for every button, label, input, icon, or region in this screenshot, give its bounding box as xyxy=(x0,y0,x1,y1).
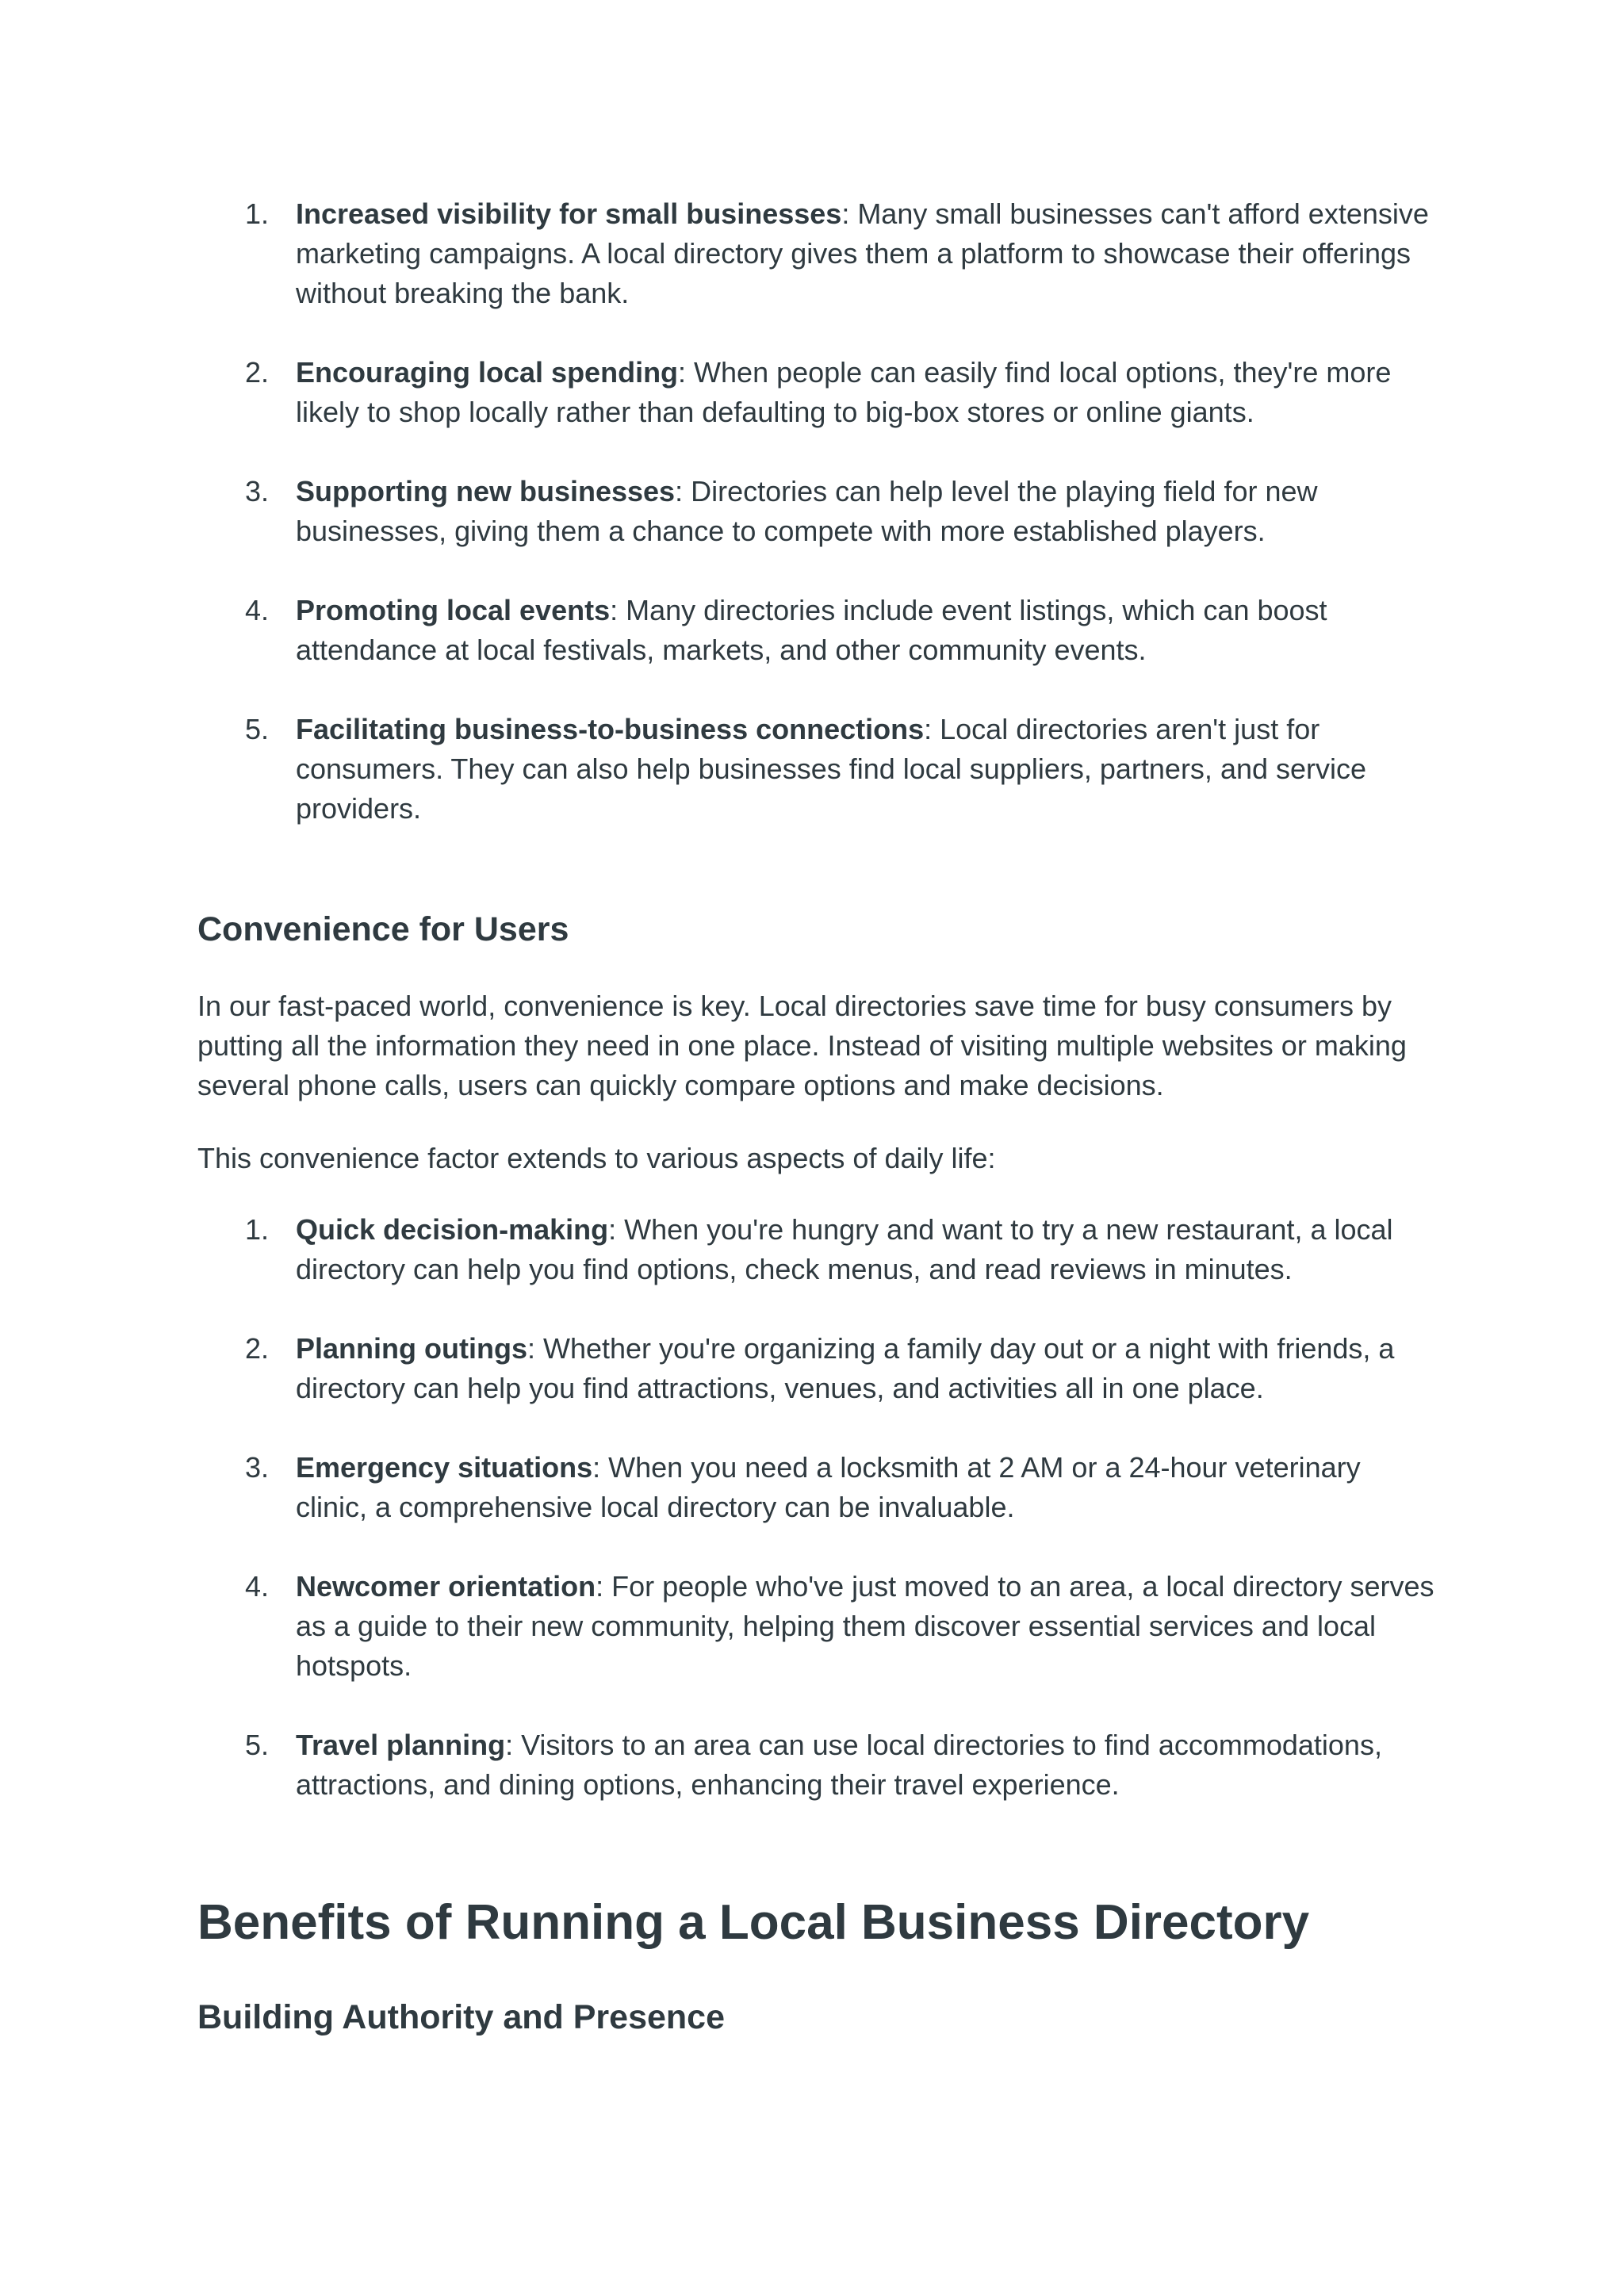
list-number: 1. xyxy=(245,197,270,230)
list-item xyxy=(197,194,1434,313)
list-item-term: Supporting new businesses xyxy=(296,475,676,507)
list-item-text: : Visitors to an area can use local directories to find accommodations, attractions, and dining options, enhancing their travel experience. xyxy=(296,1729,1382,1801)
list-number: 5. xyxy=(245,713,270,745)
convenience-intro-paragraph: This convenience factor extends to various aspects of daily life: xyxy=(197,1142,996,1174)
list-number: 2. xyxy=(245,1332,270,1365)
list-item-term: Planning outings xyxy=(296,1332,527,1365)
list-item-text: : For people who've just moved to an area, a local directory serves as a guide to their new community, helping them discover essential services and local hotspots. xyxy=(296,1570,1434,1682)
list-item-text: : Many directories include event listings, which can boost attendance at local festivals, markets, and other community events. xyxy=(296,594,1327,666)
convenience-aspects-list xyxy=(197,1210,1434,1805)
list-number: 1. xyxy=(245,1213,270,1246)
list-item xyxy=(197,1448,1434,1527)
list-item-term: Emergency situations xyxy=(296,1451,593,1484)
list-item xyxy=(197,591,1434,670)
list-item xyxy=(197,353,1434,432)
list-number: 4. xyxy=(245,594,270,626)
section-heading-convenience: Convenience for Users xyxy=(197,910,569,948)
list-item xyxy=(197,1210,1434,1289)
list-number: 3. xyxy=(245,1451,270,1484)
list-item-text: : Many small businesses can't afford extensive marketing campaigns. A local directory gives them a platform to showcase their offerings without breaking the bank. xyxy=(296,197,1429,309)
business-benefits-list xyxy=(197,194,1434,829)
list-item-text: : Directories can help level the playing field for new businesses, giving them a chance to compete with more established players. xyxy=(296,475,1318,547)
subsection-heading-authority: Building Authority and Presence xyxy=(197,1998,725,2036)
list-item-term: Travel planning xyxy=(296,1729,506,1761)
list-item-text: : Whether you're organizing a family day out or a night with friends, a directory can help you find attractions, venues, and activities all in one place. xyxy=(296,1332,1395,1404)
list-number: 2. xyxy=(245,356,270,389)
list-number: 3. xyxy=(245,475,270,507)
list-item-term: Increased visibility for small businesses xyxy=(296,197,842,230)
list-item xyxy=(197,710,1434,829)
list-item xyxy=(197,1329,1434,1408)
list-number: 4. xyxy=(245,1570,270,1603)
list-number: 5. xyxy=(245,1729,270,1761)
list-item-text: : When you're hungry and want to try a new restaurant, a local directory can help you find options, check menus, and read reviews in minutes. xyxy=(296,1213,1393,1285)
list-item xyxy=(197,1567,1434,1686)
list-item xyxy=(197,472,1434,551)
list-item-term: Newcomer orientation xyxy=(296,1570,596,1603)
convenience-paragraph: In our fast-paced world, convenience is key. Local directories save time for busy consumers by putting all the information they need in one place. Instead of visiting multiple websites or making several phone calls, users can quickly compare options and make decisions. xyxy=(197,990,1407,1101)
section-heading-benefits: Benefits of Running a Local Business Directory xyxy=(197,1895,1310,1950)
list-item-term: Quick decision-making xyxy=(296,1213,609,1246)
list-item-term: Facilitating business-to-business connections xyxy=(296,713,925,745)
list-item xyxy=(197,1725,1434,1805)
list-item-text: : When you need a locksmith at 2 AM or a 24-hour veterinary clinic, a comprehensive local directory can be invaluable. xyxy=(296,1451,1361,1523)
list-item-term: Encouraging local spending xyxy=(296,356,679,389)
list-item-text: : When people can easily find local options, they're more likely to shop locally rather than defaulting to big-box stores or online giants. xyxy=(296,356,1392,428)
list-item-term: Promoting local events xyxy=(296,594,611,626)
list-item-text: : Local directories aren't just for consumers. They can also help businesses find local suppliers, partners, and service providers. xyxy=(296,713,1367,825)
